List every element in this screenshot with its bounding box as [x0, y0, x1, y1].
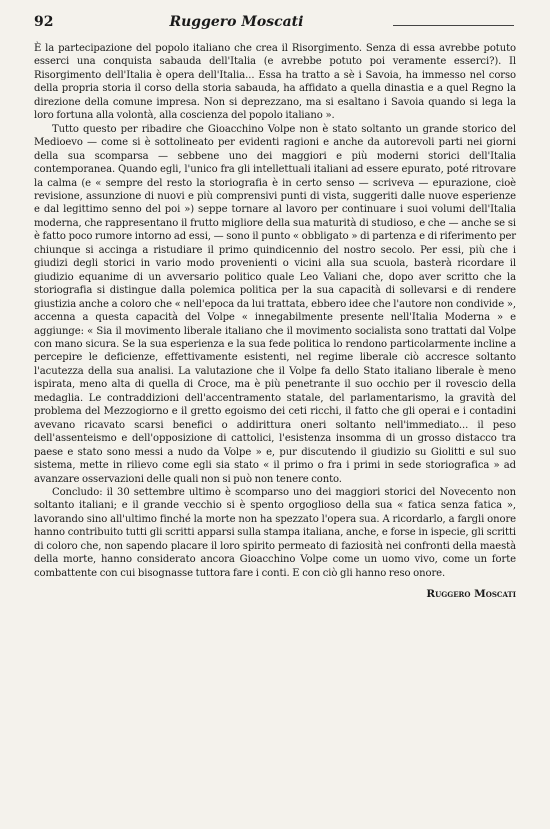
paragraph-1: È la partecipazione del popolo italiano che crea il Risorgimento. Senza di essa avrebbe potuto esserci una conquista sabauda dell'Italia (e avrebbe potuto poi veramente esserci?). Il Risorgimento dell'Italia è opera dell'Italia... Essa ha tratto a sè i Savoia, ha immesso nel corso della propria storia il corso della storia sabauda, ha affidato a quella dinastia e a quel Regno la direzione della comune impresa. Non si deprezzano, ma si esaltano i Savoia quando si lega la loro fortuna alla volontà, alla coscienza del popolo italiano ».	[34, 43, 516, 122]
page-header	[34, 14, 516, 36]
header-rule	[393, 19, 514, 26]
page-number: 92	[34, 14, 54, 30]
author-signature: Ruggero Moscati	[426, 588, 516, 601]
paragraph-2: Tutto questo per ribadire che Gioacchino Volpe non è stato soltanto un grande storico del Medioevo — come si è sottolineato per evidenti ragioni e anche da autorevoli parti nei giorni della sua scomparsa — sebbene uno dei maggiori e più moderni storici dell'Italia contemporanea. Quando egli, l'unico fra gli intellettuali italiani ad essere epurato, poté ritrovare la calma (e « sempre del resto la storiografia è in certo senso — scriveva — epurazione, cioè revisione, assunzione di nuovi e più comprensivi punti di vista, suggeriti dalle nuove esperienze e dal legittimo senno del poi ») seppe tornare al lavoro per continuare i suoi volumi dell'Italia moderna, che rappresentano il frutto migliore della sua maturità di studioso, e che — anche se si è fatto poco rumore intorno ad essi, — sono il punto « obbligato » di partenza e di riferimento per chiunque si accinga a ristudiare il primo quindicennio del nostro secolo. Per essi, più che i giudizi degli storici in vario modo provenienti o vicini alla sua scuola, basterà ricordare il giudizio equanime di un avversario politico quale Leo Valiani che, dopo aver scritto che la storiografia si distingue dalla polemica politica per la sua capacità di sollevarsi e di rendere giustizia anche a coloro che « nell'epoca da lui trattata, ebbero idee che l'autore non condivide », accenna a questa capacità del Volpe « innegabilmente presente nell'Italia Moderna » e aggiunge: « Sia il movimento liberale italiano che il movimento socialista sono trattati dal Volpe con mano sicura. Se la sua esperienza e la sua fede politica lo rendono particolarmente incline a percepire le deficienze, effettivamente esistenti, nel regime liberale ciò accresce soltanto l'acutezza della sua analisi. La valutazione che il Volpe fa dello Stato italiano liberale è meno ispirata, meno alta di quella di Croce, ma è più penetrante il suo occhio per il rovescio della medaglia. Le contraddizioni dell'accentramento statale, del parlamentarismo, la gravità del problema del Mezzogiorno e il gretto egoismo dei ceti ricchi, il fatto che gli operai e i contadini avevano ricavato scarsi benefici o addirittura oneri soltanto nell'immediato... il peso dell'assenteismo e dell'opposizione di cattolici, l'esistenza insomma di un grosso distacco tra paese e stato sono messi a nudo da Volpe » e, pur discutendo il giudizio su Giolitti e sul suo sistema, mette in rilievo come egli sia stato « il primo o fra i primi in sede storiografica » ad avanzare osservazioni delle quali non si può non tenere conto.	[34, 123, 516, 485]
paragraph-3: Concludo: il 30 settembre ultimo è scomparso uno dei maggiori storici del Novecento non soltanto italiani; e il grande vecchio si è spento orgoglioso della sua « fatica senza fatica », lavorando sino all'ultimo finché la morte non ha spezzato l'opera sua. A ricordarlo, a fargli onore hanno contribuito tutti gli scritti apparsi sulla stampa italiana, anche, e forse in ispecie, gli scritti di coloro che, non sapendo placare il loro spirito permeato di faziosità nei confronti della maestà della morte, hanno considerato ancora Gioacchino Volpe come un uomo vivo, come un forte combattente con cui bisognasse tuttora fare i conti. E con ciò gli hanno reso onore.	[34, 486, 516, 579]
body-text	[34, 42, 516, 580]
running-head: Ruggero Moscati	[169, 14, 304, 30]
